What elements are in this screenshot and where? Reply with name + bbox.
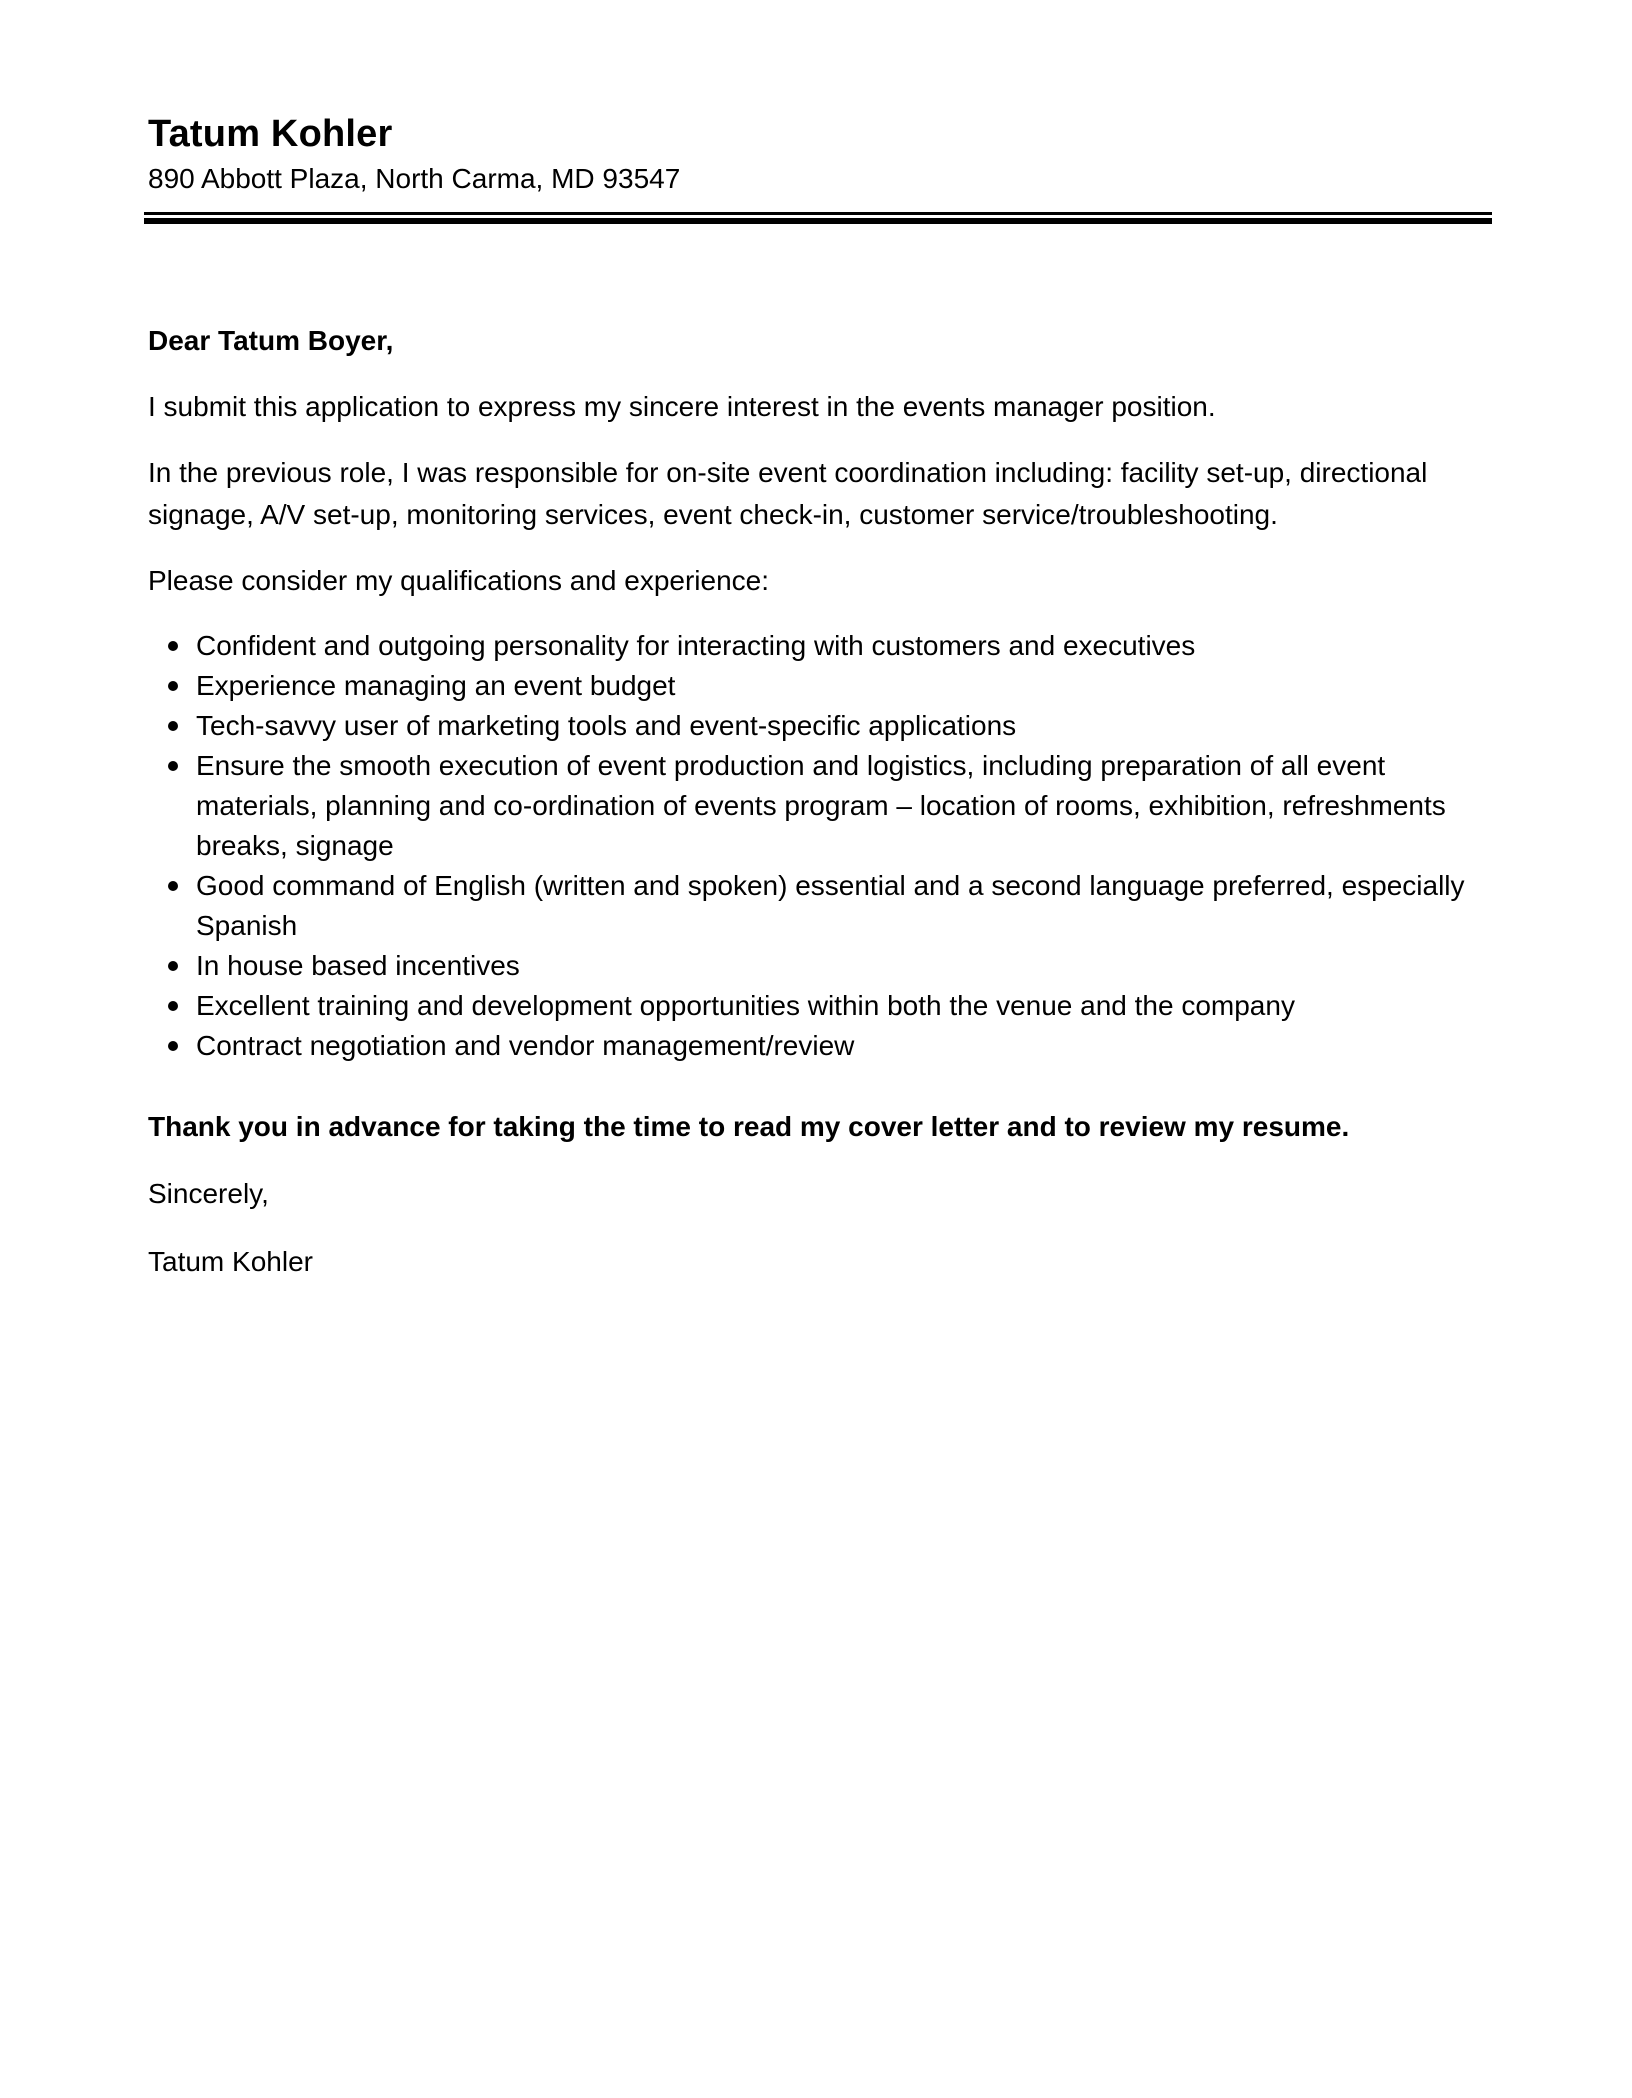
letter-header [148,108,1488,198]
header-divider [144,212,1492,223]
qualifications-list [148,626,1488,1066]
list-item [148,946,1488,986]
list-item-text: Ensure the smooth execution of event production and logistics, including preparation of all event materials, planning and co-ordination of events program – location of rooms, exhibition, refreshments breaks, signage [196,750,1446,861]
signature-name: Tatum Kohler [148,1246,313,1277]
bullet-icon [168,1041,178,1051]
letter-body [148,320,1488,1308]
divider-thick-line [144,218,1492,224]
list-item [148,866,1488,946]
divider-thin-line [144,212,1492,215]
list-item [148,746,1488,866]
bullet-icon [168,721,178,731]
signoff: Sincerely, [148,1178,269,1209]
bullet-icon [168,1001,178,1011]
list-item-text: Contract negotiation and vendor management/review [196,1030,855,1061]
list-item [148,706,1488,746]
qualifications-intro: Please consider my qualifications and experience: [148,565,770,596]
list-item [148,626,1488,666]
bullet-icon [168,681,178,691]
bullet-icon [168,961,178,971]
sender-name: Tatum Kohler [148,113,393,155]
list-item-text: Good command of English (written and spoken) essential and a second language preferred, especially Spanish [196,870,1465,941]
list-item [148,666,1488,706]
list-item-text: Excellent training and development opportunities within both the venue and the company [196,990,1295,1021]
salutation: Dear Tatum Boyer, [148,325,394,356]
list-item-text: Confident and outgoing personality for interacting with customers and executives [196,630,1196,661]
list-item [148,986,1488,1026]
sender-address: 890 Abbott Plaza, North Carma, MD 93547 [148,163,681,194]
closing-paragraph: Thank you in advance for taking the time to read my cover letter and to review my resume. [148,1111,1350,1142]
list-item-text: Tech-savvy user of marketing tools and event-specific applications [196,710,1017,741]
list-item-text: Experience managing an event budget [196,670,676,701]
bullet-icon [168,881,178,891]
experience-paragraph: In the previous role, I was responsible for on-site event coordination including: facility set-up, directional signage, A/V set-up, monitoring services, event check-in, customer service/troubleshooting. [148,457,1428,530]
intro-paragraph: I submit this application to express my sincere interest in the events manager position. [148,391,1216,422]
bullet-icon [168,761,178,771]
list-item-text: In house based incentives [196,950,520,981]
bullet-icon [168,641,178,651]
list-item [148,1026,1488,1066]
